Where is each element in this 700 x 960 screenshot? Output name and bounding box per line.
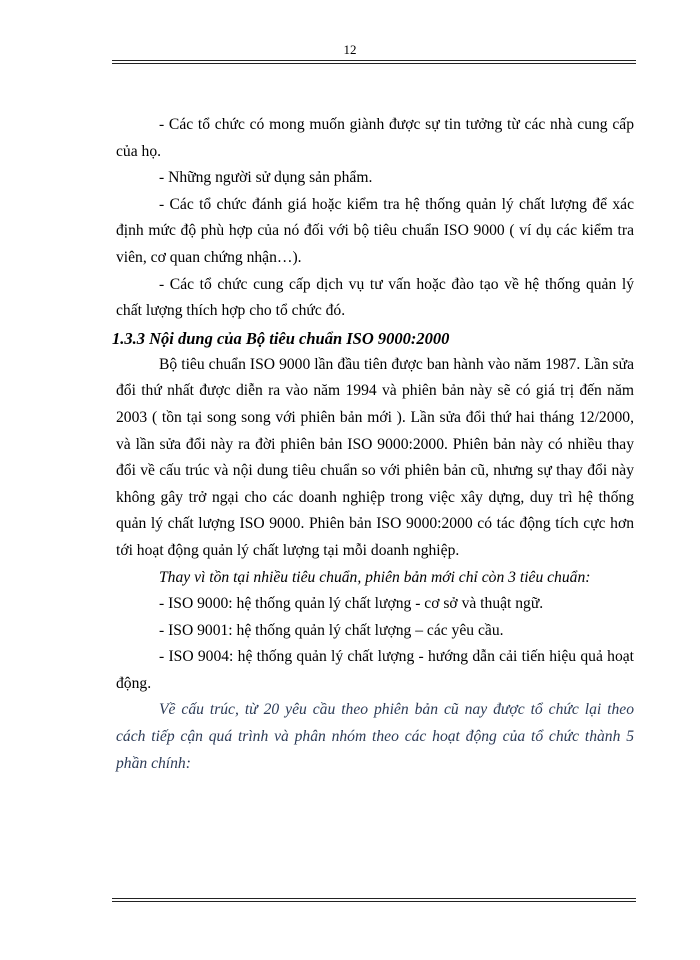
list-item: - Các tổ chức cung cấp dịch vụ tư vấn hoặc đào tạo về hệ thống quản lý chất lượng thích hợp cho tổ chức đó. [116,275,634,320]
list-item: - ISO 9001: hệ thống quản lý chất lượng – các yêu cầu. [159,621,504,639]
body-paragraph: Bộ tiêu chuẩn ISO 9000 lần đầu tiên được ban hành vào năm 1987. Lần sửa đổi thứ nhất được diễn ra vào năm 1994 và phiên bản này sẽ có giá trị đến năm 2003 ( tồn tại song song với phiên bản mới ). Lần sửa đổi thứ hai tháng 12/2000, và lần sửa đổi này ra đời phiên bản ISO 9000:2000. Phiên bản này có nhiều thay đổi về cấu trúc và nội dung tiêu chuẩn so với phiên bản cũ, nhưng sự thay đổi này không gây trở ngại cho các doanh nghiệp trong việc xây dựng, duy trì hệ thống quản lý chất lượng ISO 9000. Phiên bản ISO 9000:2000 có tác động tích cực hơn tới hoạt động quản lý chất lượng tại mỗi doanh nghiệp. [116,355,634,559]
page-number: 12 [343,42,357,57]
list-item: - ISO 9000: hệ thống quản lý chất lượng - cơ sở và thuật ngữ. [159,595,544,613]
list-item: - Các tổ chức đánh giá hoặc kiểm tra hệ thống quản lý chất lượng để xác định mức độ phù hợp của nó đối với bộ tiêu chuẩn ISO 9000 ( ví dụ các kiểm tra viên, cơ quan chứng nhận…). [116,195,634,266]
list-item: - ISO 9004: hệ thống quản lý chất lượng - hướng dẫn cải tiến hiệu quả hoạt động. [116,648,634,692]
footer-rule [112,898,636,902]
section-heading: 1.3.3 Nội dung của Bộ tiêu chuẩn ISO 9000:2000 [112,328,450,348]
closing-italic-paragraph: Về cấu trúc, từ 20 yêu cầu theo phiên bản cũ nay được tổ chức lại theo cách tiếp cận quá trình và phân nhóm theo các hoạt động của tổ chức thành 5 phần chính: [116,701,634,772]
list-item: - Những người sử dụng sản phẩm. [159,169,373,187]
document-body [112,112,634,777]
list-item: - Các tổ chức có mong muốn giành được sự tin tưởng từ các nhà cung cấp của họ. [116,116,634,160]
intro-italic-text: Thay vì tồn tại nhiều tiêu chuẩn, phiên bản mới chỉ còn 3 tiêu chuẩn: [159,568,591,586]
header-rule [112,60,636,64]
